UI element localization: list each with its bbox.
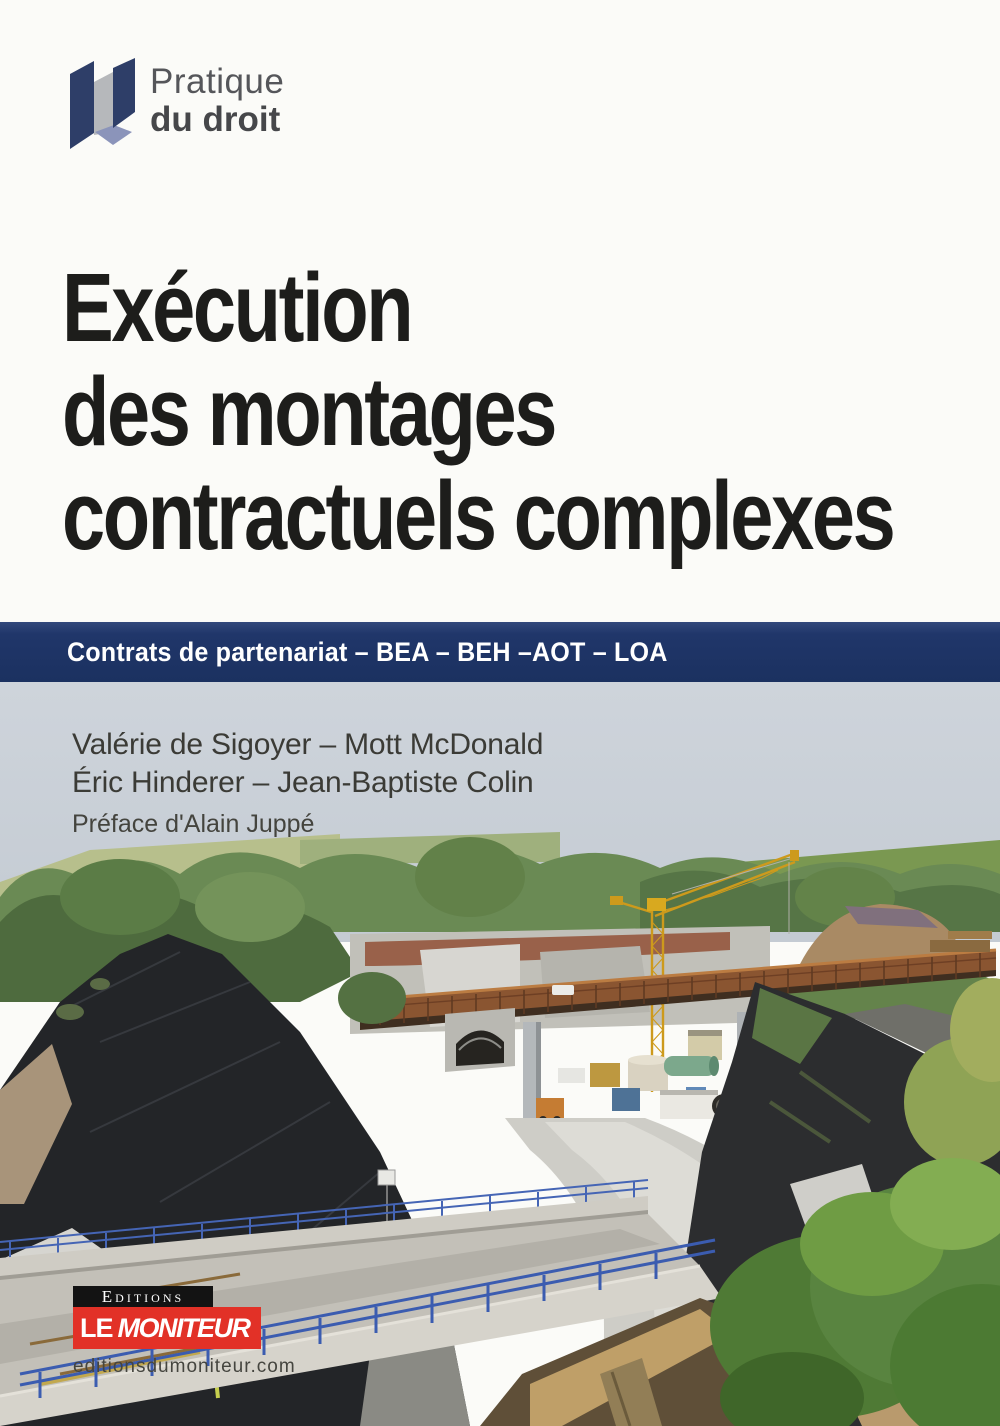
publisher-name-main: MONITEUR [117, 1312, 250, 1343]
title-line-3: contractuels complexes [62, 461, 894, 570]
subtitle-text: Contrats de partenariat – BEA – BEH –AOT – LOA [66, 636, 668, 667]
title-line-1: Exécution [62, 253, 412, 362]
collection-name [150, 64, 284, 137]
page-title [62, 253, 894, 570]
publisher-name [73, 1307, 261, 1349]
photo-site-equipment [536, 1030, 736, 1124]
cube-icon [68, 56, 140, 154]
subtitle-bar [0, 622, 1000, 682]
collection-logo [68, 52, 284, 154]
author-line-2: Éric Hinderer – Jean-Baptiste Colin [72, 766, 534, 799]
authors-block [72, 726, 543, 840]
publisher-logo [73, 1286, 296, 1378]
title-line-2: des montages [62, 357, 555, 466]
publisher-website: editionsdumoniteur.com [73, 1356, 296, 1377]
publisher-name-lead: LE [80, 1312, 113, 1343]
publisher-imprint-label: Editions [73, 1286, 213, 1307]
preface-line: Préface d'Alain Juppé [72, 810, 315, 838]
collection-name-line1: Pratique [150, 62, 285, 101]
collection-name-line2: du droit [150, 100, 281, 139]
author-line-1: Valérie de Sigoyer – Mott McDonald [72, 728, 544, 761]
